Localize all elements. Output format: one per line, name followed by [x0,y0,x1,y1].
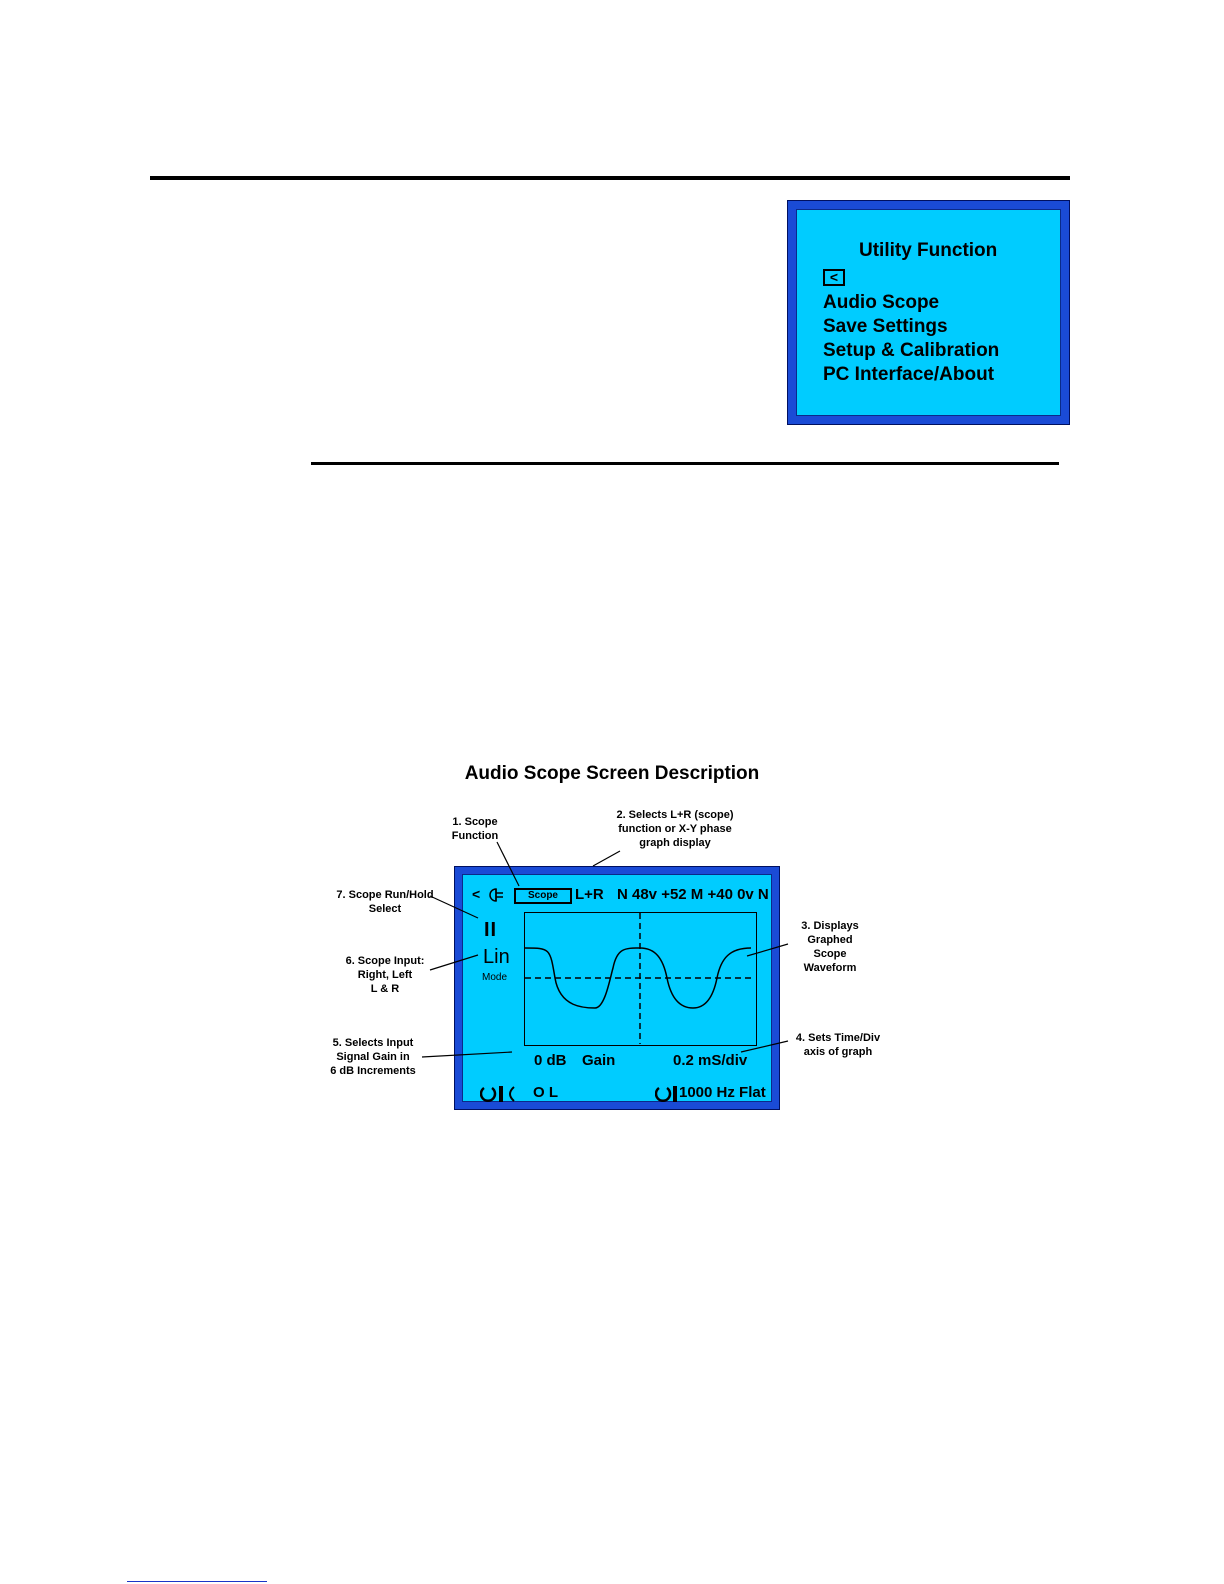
utility-function-screen [787,200,1070,425]
callout-scope-input: 6. Scope Input: Right, Left L & R [345,955,425,995]
mode-label: Mode [482,972,508,983]
status-bar: N 48v +52 M +40 0v N [617,886,769,903]
time-div-value[interactable]: 0.2 mS/div [673,1052,748,1069]
menu-item-audio-scope[interactable]: Audio Scope [823,292,940,313]
menu-screen-display [796,209,1061,416]
gain-value[interactable]: 0 dB [534,1052,567,1069]
diagram-title: Audio Scope Screen Description [464,763,760,784]
menu-item-setup-calibration[interactable]: Setup & Calibration [823,340,1000,361]
section-rule [311,462,1059,465]
scope-function-button[interactable]: Scope [514,888,572,904]
run-hold-button[interactable]: II [484,919,498,941]
generator-knob-icon[interactable] [655,1084,679,1104]
menu-item-save-settings[interactable]: Save Settings [823,316,948,337]
scope-function-icon[interactable] [487,887,507,903]
scope-waveform [525,913,755,1044]
scope-screen-display [462,874,772,1102]
knob-controls-icon[interactable] [480,1084,532,1104]
input-source-label: O L [533,1084,558,1101]
callout-displays-waveform: 3. Displays Graphed Scope Waveform [801,920,859,974]
lr-selector[interactable]: L+R [575,886,604,903]
footer-link-rule [127,1581,267,1582]
menu-item-pc-interface[interactable]: PC Interface/About [823,364,995,385]
scope-graph [524,912,757,1046]
back-button[interactable]: < [472,886,481,902]
callout-scope-function: 1. Scope Function [451,816,499,842]
callout-selects-lr: 2. Selects L+R (scope) function or X-Y phase graph display [616,809,734,849]
callout-run-hold: 7. Scope Run/Hold Select [336,889,434,915]
gain-label: Gain [582,1052,616,1069]
audio-scope-screen [454,866,780,1110]
menu-title: Utility Function [859,240,998,261]
callout-time-div: 4. Sets Time/Div axis of graph [795,1032,881,1058]
callout-input-gain: 5. Selects Input Signal Gain in 6 dB Increments [330,1037,416,1077]
back-button[interactable]: < [823,269,845,286]
scope-input-selector[interactable]: Lin [483,946,510,968]
generator-setting[interactable]: 1000 Hz Flat [679,1084,766,1101]
top-rule [150,176,1070,180]
